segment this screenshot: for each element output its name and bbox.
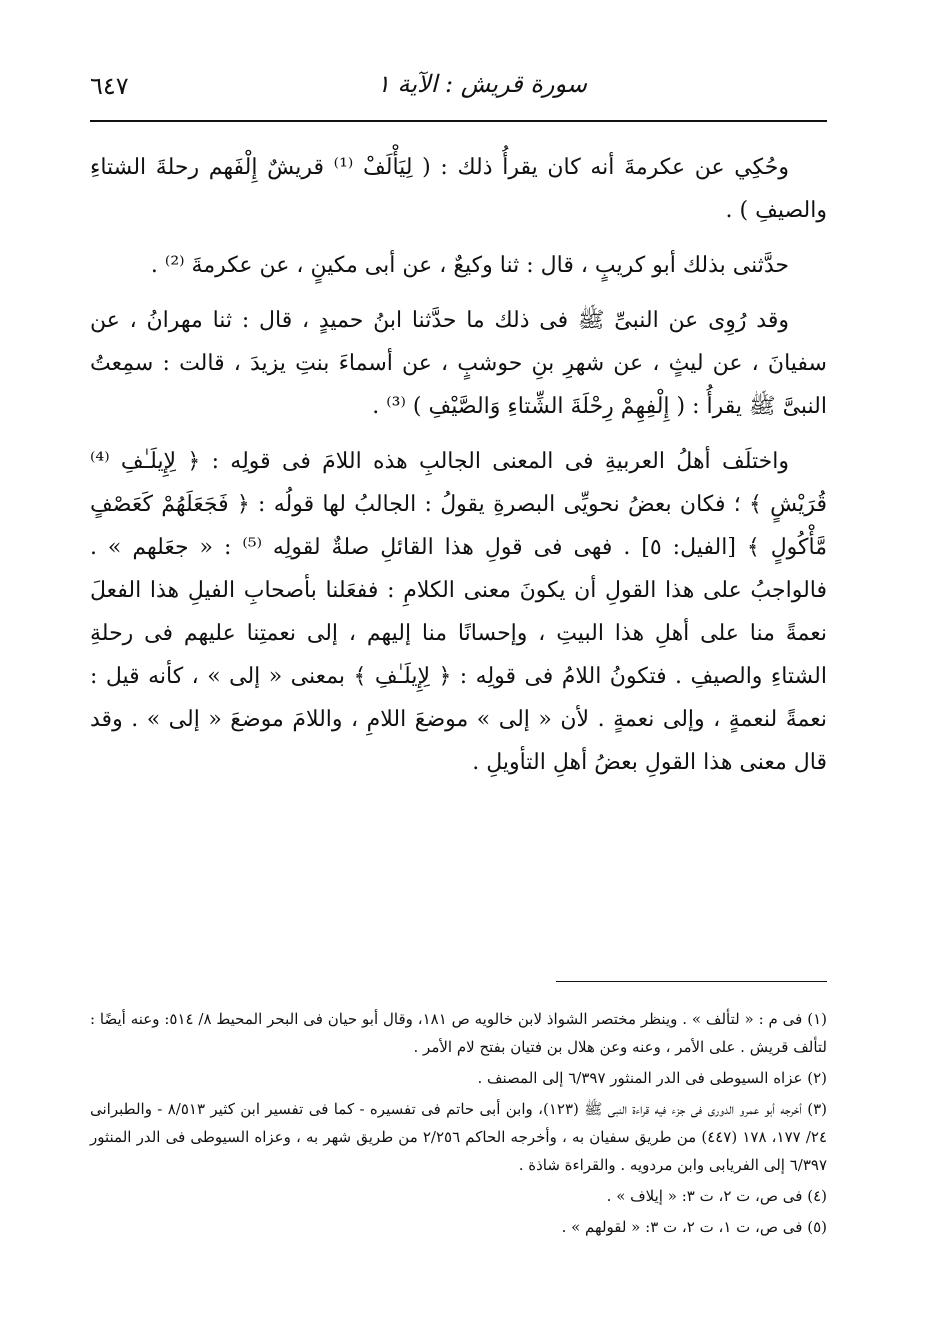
footnote-3: (٣) أخرجه أبو عمرو الدورى فى جزء فيه قراءة النبى ﷺ (١٢٣)، وابن أبى حاتم فى تفسيره - كما فى تفسير ابن كثير ٨/٥١٣ - والطبرانى ٢٤/ ١٧٧، ١٧٨ (٤٤٧) من طريق سفيان به ، وأخرجه الحاكم ٢/٢٥٦ من طريق شهر به ، وعزاه السيوطى فى الدر المنثور ٦/٣٩٧ إلى الفريابى وابن مردويه . والقراءة شاذة . xyxy=(90,1100,828,1174)
footnotes xyxy=(90,1005,827,1244)
paragraph-4: واختلَف أهلُ العربيةِ فى المعنى الجالبِ هذه اللامَ فى قولِه : ﴿ لِإِيلَـٰفِ ⁽⁴⁾ قُرَيْشٍ ﴾ ؛ فكان بعضُ نحويِّى البصرةِ يقولُ : الجالبُ لها قولُه : ﴿ فَجَعَلَهُمْ كَعَصْفٍ مَّأْكُولٍ ﴾ [الفيل: ٥] . فهى فى قولِ هذا القائلِ صلةٌ لقولِه ⁽⁵⁾ : « جعَلهم » . فالواجبُ على هذا القولِ أن يكونَ معنى الكلامِ : ففعَلنا بأصحابِ الفيلِ هذا الفعلَ نعمةً منا على أهلِ هذا البيتِ ، وإحسانًا منا إليهم ، إلى نعمتِنا عليهم فى رحلةِ الشتاءِ والصيفِ . فتكونُ اللامُ فى قولِه : ﴿ لِإِيلَـٰفِ ﴾ بمعنى « إلى » ، كأنه قيل : نعمةً لنعمةٍ ، وإلى نعمةٍ . لأن « إلى » موضعَ اللامِ ، واللامَ موضعَ « إلى » . وقد قال معنى هذا القولِ بعضُ أهلِ التأويلِ . xyxy=(90,449,828,775)
footnote-5: (٥) فى ص، ت ١، ت ٢، ت ٣: « لقولهم » . xyxy=(561,1218,827,1236)
paragraph-1: وحُكِي عن عكرمةَ أنه كان يقرأُ ذلك : ( لِيَأْلَفْ ⁽¹⁾ قريشٌ إِلْفَهم رحلةَ الشتاءِ والصيفِ ) . xyxy=(90,155,827,223)
footnote-2: (٢) عزاه السيوطى فى الدر المنثور ٦/٣٩٧ إلى المصنف . xyxy=(477,1069,827,1087)
running-title: سورة قريش : الآية ١ xyxy=(376,70,587,98)
footnote-1: (١) فى م : « لتألف » . وينظر مختصر الشواذ لابن خالويه ص ١٨١، وقال أبو حيان فى البحر المحيط ٨/ ٥١٤: وعنه أيضًا : لتألف قريش . على الأمر ، وعنه وعن هلال بن فتيان بفتح لام الأمر . xyxy=(90,1010,827,1056)
footnote-4: (٤) فى ص، ت ٢، ت ٣: « إيلاف » . xyxy=(606,1187,827,1205)
paragraph-2: حدَّثنى بذلك أبو كريبٍ ، قال : ثنا وكيعٌ ، عن أبى مكينٍ ، عن عكرمةَ ⁽²⁾ . xyxy=(150,253,789,278)
page-number: ٦٤٧ xyxy=(90,72,129,100)
header-rule xyxy=(90,120,827,122)
footnote-rule xyxy=(556,981,827,982)
paragraph-3: وقد رُوِى عن النبىِّ ﷺ فى ذلك ما حدَّثنا ابنُ حميدٍ ، قال : ثنا مهرانُ ، عن سفيانَ ، عن ليثٍ ، عن شهرِ بنِ حوشبٍ ، عن أسماءَ بنتِ يزيدَ ، قالت : سمِعتُ النبىَّ ﷺ يقرأُ : ( إِلْفِهِمْ رِحْلَةَ الشِّتاءِ وَالصَّيْفِ ) ⁽³⁾ . xyxy=(90,308,827,419)
running-header xyxy=(90,68,827,114)
main-text xyxy=(90,146,827,796)
page-header xyxy=(90,68,827,114)
